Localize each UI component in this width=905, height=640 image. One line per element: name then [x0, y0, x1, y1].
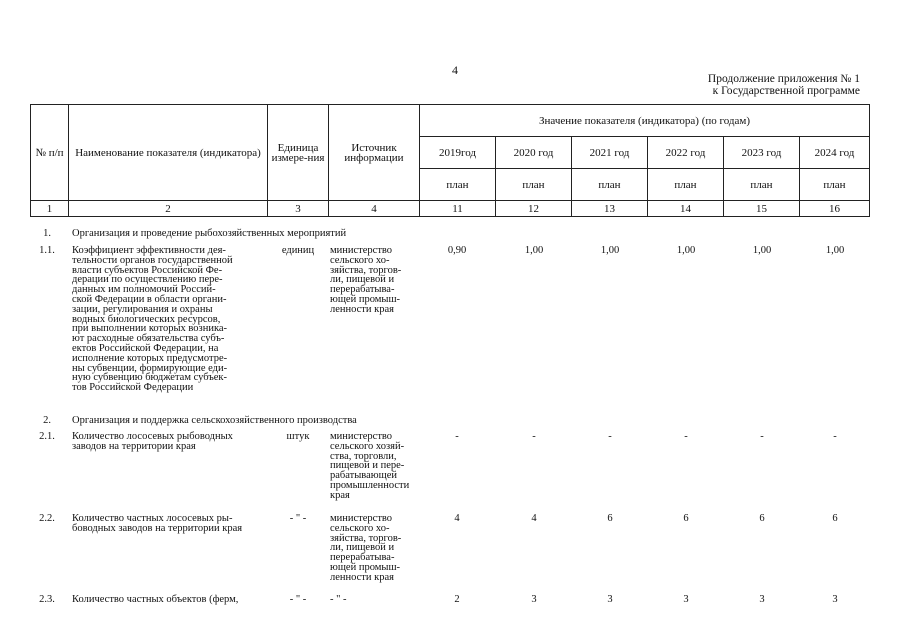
header-year: 2019год — [420, 137, 496, 169]
column-number: 15 — [724, 201, 800, 217]
text-line: исполнение которых предусмотре- — [72, 352, 228, 364]
text-line: министерство — [330, 513, 393, 524]
column-number: 1 — [31, 201, 69, 217]
column-number: 12 — [496, 201, 572, 217]
indicator-value: - — [455, 431, 459, 442]
text-line: ленности края — [330, 303, 394, 315]
indicator-value: 2 — [454, 594, 460, 605]
indicator-value: 1,00 — [676, 245, 696, 256]
header-year: 2024 год — [800, 137, 870, 169]
text-line: ющей промыш- — [330, 561, 401, 573]
text-line: министерство — [330, 245, 393, 256]
text-line: тов Российской Федерации — [72, 382, 194, 394]
header-plan: план — [496, 169, 572, 201]
text-line: зации, регулирования и охраны — [72, 303, 213, 315]
header-number: № п/п — [31, 105, 69, 201]
column-number: 2 — [69, 201, 268, 217]
row-number: 2. — [43, 415, 51, 426]
indicator-value: - — [684, 431, 688, 442]
row-number: 2.2. — [39, 513, 55, 524]
indicator-name — [72, 595, 272, 605]
indicator-table-header — [30, 104, 870, 217]
indicator-name — [72, 246, 272, 393]
text-line: ющей промыш- — [330, 293, 401, 305]
text-line: зяйства, торгов- — [330, 532, 402, 544]
column-number: 14 — [648, 201, 724, 217]
text-line: рабатывающей — [330, 470, 397, 482]
indicator-value: 6 — [607, 513, 613, 524]
indicator-value: 4 — [454, 513, 460, 524]
column-number: 3 — [268, 201, 329, 217]
indicator-value: 1,00 — [600, 245, 620, 256]
header-values-by-year: Значение показателя (индикатора) (по годам) — [420, 105, 870, 137]
indicator-unit: единиц — [281, 245, 315, 256]
header-plan: план — [572, 169, 648, 201]
text-line: ли, пищевой и — [330, 542, 395, 554]
indicator-name — [72, 514, 272, 534]
column-number: 11 — [420, 201, 496, 217]
header-year: 2023 год — [724, 137, 800, 169]
indicator-value: 3 — [683, 594, 689, 605]
indicator-source — [330, 246, 422, 315]
header-unit: Единица измере-ния — [268, 105, 329, 201]
text-line: данных им полномочий Россий- — [72, 284, 216, 296]
indicator-unit: - " - — [289, 594, 307, 605]
indicator-value: 6 — [759, 513, 765, 524]
text-line: ную субвенцию бюджетам субъек- — [72, 372, 228, 384]
text-line: ства, торговли, — [330, 450, 397, 462]
header-indicator-name: Наименование показателя (индикатора) — [69, 105, 268, 201]
header-year: 2022 год — [648, 137, 724, 169]
indicator-value: 3 — [607, 594, 613, 605]
header-source: Источник информации — [329, 105, 420, 201]
indicator-unit: - " - — [289, 513, 307, 524]
indicator-value: 1,00 — [752, 245, 772, 256]
indicator-value: 0,90 — [447, 245, 467, 256]
row-number: 1. — [43, 228, 51, 239]
indicator-value: - — [532, 431, 536, 442]
indicator-value: 1,00 — [825, 245, 845, 256]
text-line: ли, пищевой и — [330, 274, 395, 286]
indicator-name — [72, 432, 272, 452]
text-line: ют расходные обязательства субъ- — [72, 333, 225, 345]
indicator-value: - — [833, 431, 837, 442]
text-line: сельского хо- — [330, 522, 390, 534]
text-line: ны субвенции, формирующие еди- — [72, 362, 228, 374]
header-year: 2020 год — [496, 137, 572, 169]
text-line: перерабатыва- — [330, 284, 395, 296]
column-number: 4 — [329, 201, 420, 217]
text-line: Количество лососевых рыбоводных — [72, 431, 233, 442]
section-title: Организация и поддержка сельскохозяйственного производства — [72, 415, 357, 426]
text-line: ской Федерации в области органи- — [72, 293, 227, 305]
column-number: 16 — [800, 201, 870, 217]
row-number: 2.3. — [39, 594, 55, 605]
text-line: зяйства, торгов- — [330, 264, 402, 276]
indicator-value: 3 — [832, 594, 838, 605]
header-year: 2021 год — [572, 137, 648, 169]
text-line: боводных заводов на территории края — [72, 522, 243, 534]
text-line: водных биологических ресурсов, — [72, 313, 221, 325]
indicator-source — [330, 595, 422, 605]
text-line: Коэффициент эффективности дея- — [72, 245, 226, 256]
text-line: - " - — [330, 594, 347, 605]
header-plan: план — [724, 169, 800, 201]
text-line: ектов Российской Федерации, на — [72, 342, 219, 354]
indicator-value: 3 — [531, 594, 537, 605]
indicator-value: 1,00 — [524, 245, 544, 256]
indicator-value: 4 — [531, 513, 537, 524]
text-line: тельности органов государственной — [72, 254, 233, 266]
text-line: промышленности — [330, 479, 410, 491]
text-line: сельского хо- — [330, 254, 390, 266]
text-line: министерство — [330, 431, 393, 442]
page-number: 4 — [452, 63, 458, 77]
text-line: власти субъектов Российской Фе- — [72, 264, 223, 276]
text-line: края — [330, 489, 350, 501]
indicator-value: 6 — [683, 513, 689, 524]
text-line: при выполнении которых возника- — [72, 323, 228, 335]
indicator-value: 3 — [759, 594, 765, 605]
indicator-source — [330, 432, 422, 501]
indicator-unit: штук — [286, 431, 310, 442]
text-line: Количество частных лососевых ры- — [72, 513, 233, 524]
text-line: перерабатыва- — [330, 552, 395, 564]
section-title: Организация и проведение рыбохозяйственных мероприятий — [72, 228, 347, 239]
indicator-value: 6 — [832, 513, 838, 524]
column-number: 13 — [572, 201, 648, 217]
text-line: ленности края — [330, 571, 394, 583]
indicator-value: - — [608, 431, 612, 442]
text-line: заводов на территории края — [72, 440, 196, 452]
text-line: сельского хозяй- — [330, 440, 405, 452]
continuation-line-2: к Государственной программе — [712, 85, 860, 97]
text-line: пищевой и пере- — [330, 460, 405, 472]
text-line: дерации по осуществлению пере- — [72, 274, 223, 286]
continuation-line-1: Продолжение приложения № 1 — [707, 73, 860, 85]
header-plan: план — [648, 169, 724, 201]
text-line: Количество частных объектов (ферм, — [72, 594, 239, 605]
indicator-value: - — [760, 431, 764, 442]
header-plan: план — [800, 169, 870, 201]
header-plan: план — [420, 169, 496, 201]
indicator-source — [330, 514, 422, 583]
appendix-continuation-note — [708, 73, 860, 97]
row-number: 1.1. — [39, 245, 55, 256]
row-number: 2.1. — [39, 431, 55, 442]
